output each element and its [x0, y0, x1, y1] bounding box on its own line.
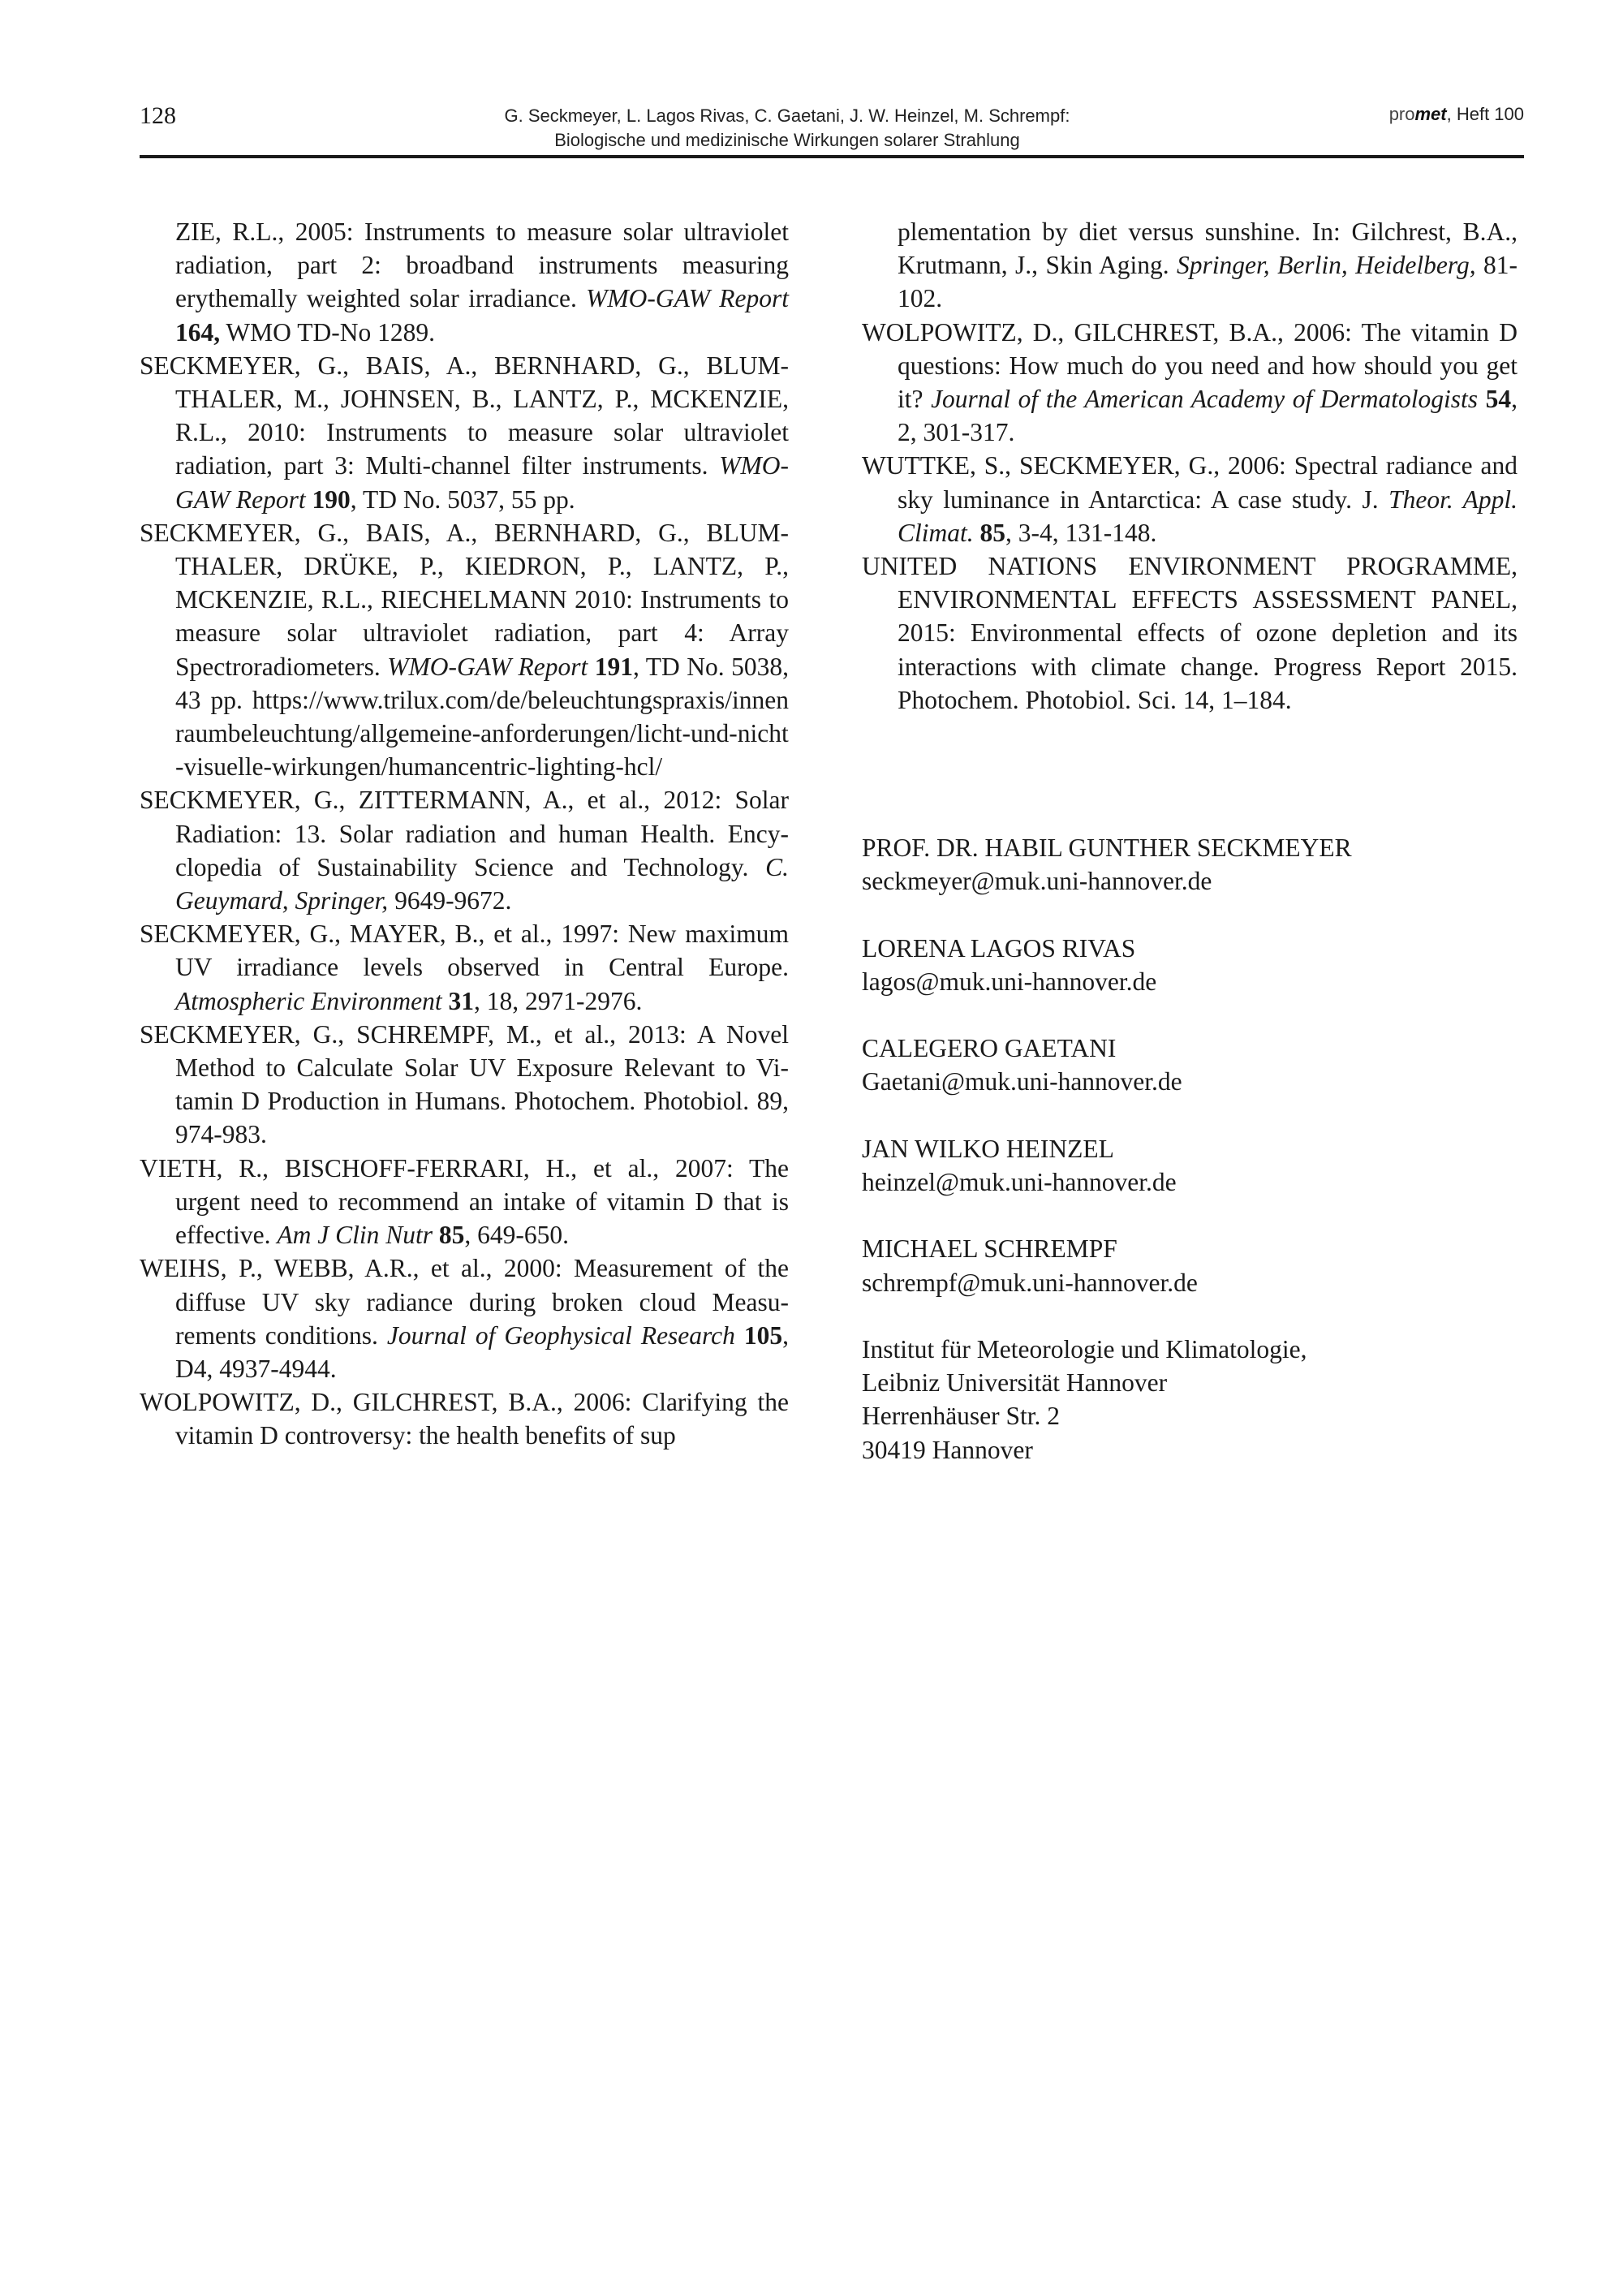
- reference-text: [306, 485, 312, 514]
- reference-entry: [140, 349, 789, 516]
- reference-entry: [862, 549, 1518, 717]
- header-article-title: Biologische und medizinische Wirkungen solarer Strahlung: [554, 130, 1020, 150]
- reference-text: [442, 987, 449, 1015]
- author-name: CALEGERO GAETANI: [862, 1034, 1117, 1063]
- reference-text: 54: [1485, 385, 1512, 414]
- header-authors: G. Seckmeyer, L. Lagos Rivas, C. Gaetani, J. W. Heinzel, M. Schrempf:: [504, 106, 1070, 126]
- reference-text: [433, 1221, 439, 1249]
- reference-url[interactable]: https://www.trilux.com/de/beleuchtungspraxis/innenraumbeleuchtung/allgemeine-anforderungen/licht-und-nicht-visuelle-wirkungen/humancentric-lighting-hcl/: [175, 685, 789, 782]
- reference-text: UNITED NATIONS ENVIRONMENT PROGRAMME, ENVIRONMENTAL EFFECTS ASSESSMENT PANEL, 2015: Environmental effects of ozone depletion and its interactions with climate change. Progress Report 2015. Photochem. Photobiol. Sci. 14, 1–184.: [862, 552, 1518, 714]
- reference-continuation: [862, 215, 1518, 316]
- issue-number: , Heft 100: [1446, 104, 1524, 124]
- journal-prefix: pro: [1388, 104, 1415, 124]
- right-column: [862, 215, 1518, 1467]
- reference-text: WUTTKE, S., SECKMEYER, G., 2006: Spectral radiance and sky luminance in Antarctica: A case study. J.: [862, 451, 1518, 514]
- reference-entry: [140, 1251, 789, 1385]
- reference-text: 164,: [175, 317, 221, 347]
- author-email[interactable]: heinzel@muk.uni-hannover.de: [862, 1168, 1177, 1197]
- reference-text: 191: [594, 652, 634, 681]
- reference-text: Springer, Berlin, Heidelberg,: [1177, 251, 1476, 280]
- reference-entry: [140, 783, 789, 917]
- author-contact: [862, 932, 1518, 998]
- reference-text: , 18, 2971-2976.: [474, 986, 643, 1015]
- reference-text: 190: [312, 485, 351, 514]
- reference-entry: [140, 1385, 789, 1452]
- reference-text: [735, 1321, 744, 1350]
- reference-entry: [862, 449, 1518, 549]
- author-contacts: [862, 831, 1518, 1299]
- reference-text: SECKMEYER, G., BAIS, A., BERNHARD, G., BLUMTHALER, M., JOHNSEN, B., LANTZ, P., MCKENZIE, R.L., 2010: Instruments to measure solar ultraviolet radiation, part 3: Multi-channel filter instruments.: [140, 351, 789, 480]
- journal-issue: [1389, 104, 1524, 125]
- reference-text: , 2, 301-317.: [898, 385, 1518, 447]
- reference-text: SECKMEYER, G., BAIS, A., BERNHARD, G., BLUMTHALER, DRÜKE, P., KIEDRON, P., LANTZ, P., MCKENZIE, R.L., RIECHELMANN 2010: Instruments to measure solar ultraviolet radiation, part 4: Array Spectroradiometers.: [140, 518, 789, 681]
- reference-text: , TD No. 5037, 55 pp.: [350, 485, 575, 514]
- author-name: LORENA LAGOS RIVAS: [862, 933, 1136, 963]
- author-email[interactable]: seckmeyer@muk.uni-hannover.de: [862, 867, 1212, 896]
- reference-text: , TD No. 5038, 43 pp.: [175, 652, 790, 714]
- right-column-references: [862, 215, 1518, 717]
- author-email[interactable]: schrempf@muk.uni-hannover.de: [862, 1268, 1198, 1297]
- reference-text: , D4, 4937-4944.: [175, 1320, 790, 1383]
- author-email[interactable]: Gaetani@muk.uni-hannover.de: [862, 1067, 1182, 1096]
- author-email[interactable]: lagos@muk.uni-hannover.de: [862, 967, 1157, 996]
- reference-text: C. Geuymard, Springer,: [175, 852, 789, 915]
- reference-text: WMO TD-No 1289.: [220, 317, 435, 347]
- address-line: Leibniz Universität Hannover: [862, 1368, 1168, 1398]
- author-name: JAN WILKO HEINZEL: [862, 1134, 1114, 1163]
- reference-text: 81-102.: [898, 251, 1518, 313]
- reference-text: , 3-4, 131-148.: [1005, 518, 1157, 547]
- reference-text: WMO-GAW Report: [175, 451, 789, 514]
- reference-text: 31: [448, 986, 475, 1015]
- author-contact: [862, 831, 1518, 898]
- reference-text: SECKMEYER, G., MAYER, B., et al., 1997: New maximum UV irradiance levels observed in Central Europe.: [140, 920, 789, 982]
- reference-text: [1478, 385, 1486, 413]
- reference-text: WMO-GAW Report: [387, 652, 588, 681]
- address-line: 30419 Hannover: [862, 1435, 1033, 1464]
- address-line: Institut für Meteorologie und Klimatologie,: [862, 1335, 1307, 1364]
- reference-text: 9649-9672.: [388, 886, 512, 915]
- reference-continuation: [140, 215, 789, 349]
- author-contact: [862, 1132, 1518, 1199]
- reference-text: SECKMEYER, G., ZITTERMANN, A., et al., 2012: Solar Radiation: 13. Solar radiation and human Health. Encyclopedia of Sustainability Science and Technology.: [140, 786, 789, 881]
- reference-text: VIETH, R., BISCHOFF-FERRARI, H., et al., 2007: The urgent need to recommend an intake of vitamin D that is effective.: [140, 1153, 789, 1250]
- reference-entry: [140, 1152, 789, 1252]
- reference-text: plementation by diet versus sunshine. In: Gilchrest, B.A., Krutmann, J., Skin Aging.: [898, 218, 1518, 280]
- institute-address: [862, 1333, 1518, 1467]
- reference-text: Journal of Geophysical Research: [386, 1320, 735, 1350]
- address-line: Herrenhäuser Str. 2: [862, 1402, 1061, 1431]
- reference-text: [588, 653, 594, 681]
- reference-text: WEIHS, P., WEBB, A.R., et al., 2000: Measurement of the diffuse UV sky radiance during broken cloud Measurements conditions.: [140, 1254, 789, 1350]
- author-contact: [862, 1232, 1518, 1299]
- running-header: [422, 104, 1152, 153]
- reference-entry: [862, 316, 1518, 450]
- left-column-references: [140, 215, 789, 1453]
- journal-brand: met: [1414, 104, 1447, 124]
- reference-text: 85: [979, 518, 1006, 547]
- reference-text: Am J Clin Nutr: [277, 1221, 433, 1250]
- reference-text: [974, 519, 980, 547]
- reference-text: WMO-GAW Report: [586, 284, 789, 313]
- author-contact: [862, 1032, 1518, 1098]
- reference-text: Theor. Appl. Climat.: [898, 485, 1518, 547]
- header-rule: [140, 155, 1524, 158]
- page-number: 128: [140, 102, 176, 129]
- author-name: PROF. DR. HABIL GUNTHER SECKMEYER: [862, 834, 1352, 863]
- reference-entry: [140, 1018, 789, 1152]
- reference-text: ZIE, R.L., 2005: Instruments to measure solar ultraviolet radiation, part 2: broadband instruments measuring erythemally weighted solar irradiance.: [175, 218, 789, 313]
- reference-text: 85: [438, 1221, 465, 1250]
- reference-text: Journal of the American Academy of Dermatologists: [931, 385, 1479, 414]
- reference-text: Atmospheric Environment: [175, 986, 442, 1015]
- reference-text: WOLPOWITZ, D., GILCHREST, B.A., 2006: Clarifying the vitamin D controversy: the health benefits of sup: [140, 1388, 789, 1450]
- reference-text: , 649-650.: [464, 1221, 569, 1250]
- reference-entry: [140, 516, 789, 784]
- reference-entry: [140, 917, 789, 1018]
- reference-text: 105: [743, 1320, 783, 1350]
- reference-text: WOLPOWITZ, D., GILCHREST, B.A., 2006: The vitamin D questions: How much do you need and how should you get it?: [862, 317, 1518, 414]
- reference-text: SECKMEYER, G., SCHREMPF, M., et al., 2013: A Novel Method to Calculate Solar UV Exposure Relevant to Vitamin D Production in Humans. Photochem. Photobiol. 89, 974-983.: [140, 1019, 789, 1149]
- author-name: MICHAEL SCHREMPF: [862, 1234, 1117, 1264]
